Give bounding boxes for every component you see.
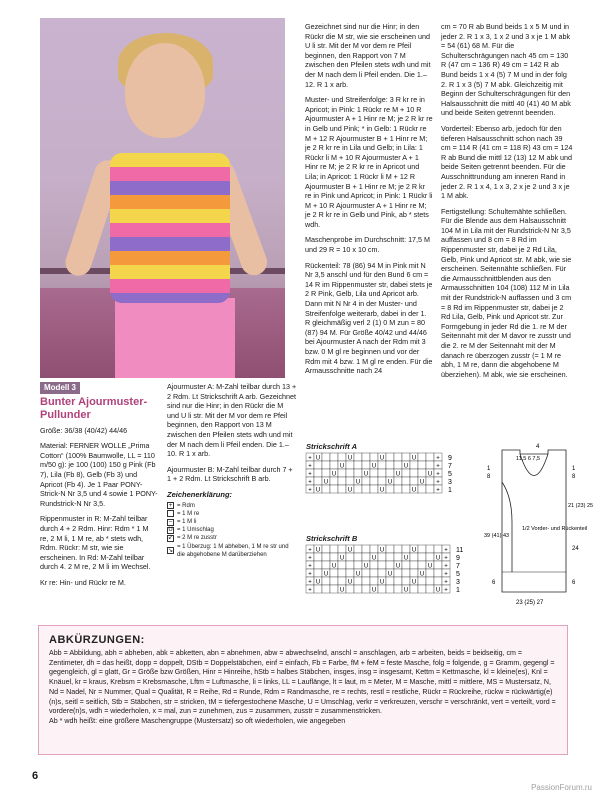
grid-rdm-mark: + bbox=[436, 463, 440, 470]
schema-top-left2: 8 bbox=[487, 474, 491, 480]
grid-cell bbox=[426, 461, 434, 469]
grid-symbol: U bbox=[355, 479, 361, 486]
grid-cell bbox=[418, 485, 426, 493]
grid-cell bbox=[346, 461, 354, 469]
grid-cell bbox=[338, 469, 346, 477]
grid-cell bbox=[354, 469, 362, 477]
grid-symbol: U bbox=[371, 463, 377, 470]
grid-cell bbox=[330, 545, 338, 553]
grid-cell bbox=[354, 561, 362, 569]
grid-symbol: U bbox=[403, 463, 409, 470]
grid-cell bbox=[410, 569, 418, 577]
strickschrift-b bbox=[306, 532, 476, 622]
grid-symbol: U bbox=[419, 571, 425, 578]
column-3 bbox=[305, 22, 433, 382]
legend-symbol bbox=[167, 510, 174, 517]
schema-side: 24 bbox=[572, 546, 579, 552]
grid-cell bbox=[338, 477, 346, 485]
grid-cell bbox=[346, 569, 354, 577]
grid-cell bbox=[362, 453, 370, 461]
grid-symbol: U bbox=[315, 455, 321, 462]
grid-rdm-mark: + bbox=[444, 579, 448, 586]
grid-rdm-mark: + bbox=[308, 487, 312, 494]
legend-item bbox=[167, 543, 297, 559]
grid-cell bbox=[314, 553, 322, 561]
grid-cell bbox=[338, 561, 346, 569]
grid-cell bbox=[346, 561, 354, 569]
schema-bottom-left: 6 bbox=[492, 580, 496, 586]
grid-cell bbox=[402, 469, 410, 477]
abbreviations-box bbox=[38, 625, 568, 755]
grid-cell bbox=[426, 577, 434, 585]
legend-symbol: + bbox=[168, 502, 173, 509]
grid-symbol: U bbox=[331, 563, 337, 570]
grid-row-label: 9 bbox=[448, 455, 452, 462]
grid-symbol: U bbox=[387, 479, 393, 486]
grid-symbol: U bbox=[411, 579, 417, 586]
grid-cell bbox=[418, 469, 426, 477]
grid-cell bbox=[418, 561, 426, 569]
grid-cell bbox=[386, 577, 394, 585]
strickschrift-b-title: Strickschrift B bbox=[306, 534, 358, 543]
grid-cell bbox=[418, 461, 426, 469]
grid-cell bbox=[386, 561, 394, 569]
grid-cell bbox=[314, 561, 322, 569]
schema-label: 1/2 Vorder- und Rückenteil bbox=[522, 526, 588, 532]
grid-cell bbox=[402, 569, 410, 577]
grid-cell bbox=[426, 545, 434, 553]
legend-symbol: ↙ bbox=[167, 535, 174, 542]
grid-rdm-mark: + bbox=[444, 547, 448, 554]
legend-symbol: ↘ bbox=[167, 547, 174, 554]
grid-cell bbox=[346, 553, 354, 561]
grid-cell bbox=[330, 461, 338, 469]
grid-cell bbox=[322, 545, 330, 553]
grid-cell bbox=[386, 553, 394, 561]
grid-cell bbox=[386, 469, 394, 477]
abbreviations-title: ABKÜRZUNGEN: bbox=[49, 634, 145, 646]
grid-cell bbox=[354, 545, 362, 553]
grid-cell bbox=[426, 553, 434, 561]
legend-title: Zeichenerklärung: bbox=[167, 489, 233, 499]
grid-cell bbox=[362, 485, 370, 493]
grid-symbol: U bbox=[371, 587, 377, 594]
grid-cell bbox=[362, 585, 370, 593]
column-2 bbox=[167, 382, 297, 559]
grid-symbol: U bbox=[387, 571, 393, 578]
grid-symbol: U bbox=[347, 455, 353, 462]
grid-cell bbox=[394, 453, 402, 461]
legend-item bbox=[167, 518, 297, 526]
grid-cell bbox=[418, 585, 426, 593]
grid-rdm-mark: + bbox=[308, 463, 312, 470]
grid-cell bbox=[426, 585, 434, 593]
grid-cell bbox=[322, 561, 330, 569]
grid-symbol: U bbox=[379, 547, 385, 554]
schema-bottom-right: 6 bbox=[572, 580, 576, 586]
grid-cell bbox=[322, 577, 330, 585]
col3-intro: Gezeichnet sind nur die Hinr; in den Rückr die M str, wie sie erscheinen und U li str. Mit der M vor dem re Pfeil beginnen, den Rapport von 7 M zwischen den Pfeilen stets wdh und mit der M nach dem li Pfeil enden. Die 1.–12. R 1 x arb. bbox=[305, 22, 431, 89]
grid-cell bbox=[354, 577, 362, 585]
grid-cell bbox=[386, 545, 394, 553]
grid-cell bbox=[362, 461, 370, 469]
schema-top-right: 1 bbox=[572, 466, 576, 472]
model-tag: Modell 3 bbox=[40, 382, 80, 394]
grid-cell bbox=[410, 561, 418, 569]
grid-symbol: U bbox=[315, 579, 321, 586]
grid-row-label: 7 bbox=[448, 463, 452, 470]
grid-cell bbox=[314, 585, 322, 593]
grid-symbol: U bbox=[411, 547, 417, 554]
grid-rdm-mark: + bbox=[436, 455, 440, 462]
grid-symbol: U bbox=[323, 571, 329, 578]
maschenprobe: Maschenprobe im Durchschnitt: 17,5 M und 29 R = 10 x 10 cm. bbox=[305, 235, 431, 255]
grid-cell bbox=[338, 453, 346, 461]
grid-cell bbox=[346, 469, 354, 477]
grid-cell bbox=[410, 553, 418, 561]
legend-label: = Rdm bbox=[177, 502, 195, 509]
grid-cell bbox=[338, 485, 346, 493]
schnittschema bbox=[484, 442, 594, 612]
grid-rdm-mark: + bbox=[308, 455, 312, 462]
grid-cell bbox=[370, 485, 378, 493]
grid-cell bbox=[434, 577, 442, 585]
grid-cell bbox=[330, 453, 338, 461]
grid-cell bbox=[434, 545, 442, 553]
grid-cell bbox=[314, 569, 322, 577]
grid-cell bbox=[418, 553, 426, 561]
grid-symbol: U bbox=[395, 563, 401, 570]
legend-item bbox=[167, 502, 297, 510]
grid-cell bbox=[370, 561, 378, 569]
grid-cell bbox=[330, 585, 338, 593]
grid-row-label: 11 bbox=[456, 547, 464, 554]
column-1 bbox=[40, 382, 158, 594]
fertigstellung: Fertigstellung: Schultemähte schließen. Für die Blende aus dem Halsausschnitt 104 M in Lila mit der Rundstrick-N Nr 3,5 auffassen und 8 cm = 8 Rd im Rippenmuster str, dabei je 2 Rd Lila, Gelb, Pink und Apricot str. M abk, wie sie erscheinen. Seitennähte schließen. Für die Armausschnittblenden aus den Armausschnitten 104 (108) 112 M in Lila mit der Rundstrick-N auffassen und 3 cm = 8 Rd im Rippenmuster str, dabei je 2 Rd Lila, Gelb, Pink und Apricot str. Zur Formgebung in jeder Rd die 1. re M der Seitennaht mit der M davor re zusstr und die 2. re M der Seitennaht mit der M danach re überzogen zusstr (= 1 M re abh, 1 M re, dann die abgehobene M überziehen). M abk, wie sie erscheinen. bbox=[441, 206, 572, 379]
vorderteil: Vorderteil: Ebenso arb, jedoch für den tieferen Halsausschnitt schon nach 39 cm = 114 R (41 cm = 118 R) 43 cm = 124 R ab Bund die mittl 12 (13) 12 M abk und beide Seiten getrennt beenden. Für die Ausschnittrundung am inneren Rand in jeder 2. R 1 x 4, 1 x 3, 2 x je 2 und 3 x je 1 M abk. bbox=[441, 123, 573, 201]
grid-cell bbox=[418, 577, 426, 585]
rueckenteil: Rückenteil: 78 (86) 94 M in Pink mit N Nr 3,5 anschl und für den Bund 6 cm = 14 R im Rippenmuster str, dabei stets je 2 R Pink, Gelb, Lila und Apricot arb. Dann mit N Nr 4 in der Muster- und Streifenfolge weiterarb, dabei in der 1. R gleichmäßig verl 2 (1) 0 M zun = 80 (87) 94 M. Für Größe 40/42 und 44/46 bei Ajourmuster A nach der Rdm mit 3 bzw. 0 M gl re beginnen und vor der Rdm mit 4 bzw. 1 M gl re enden. Für die Armausschnitte nach 24 bbox=[305, 260, 433, 376]
strickschrift-b-grid bbox=[306, 545, 476, 617]
grid-cell bbox=[322, 553, 330, 561]
grid-cell bbox=[338, 545, 346, 553]
grid-symbol: U bbox=[379, 487, 385, 494]
grid-symbol: U bbox=[331, 471, 337, 478]
grid-cell bbox=[402, 453, 410, 461]
grid-cell bbox=[378, 477, 386, 485]
grid-row-label: 9 bbox=[456, 555, 460, 562]
grid-row-label: 3 bbox=[448, 479, 452, 486]
grid-cell bbox=[394, 461, 402, 469]
legend-item bbox=[167, 526, 297, 534]
grid-rdm-mark: + bbox=[308, 471, 312, 478]
grid-cell bbox=[402, 485, 410, 493]
grid-symbol: U bbox=[411, 487, 417, 494]
grid-cell bbox=[378, 569, 386, 577]
grid-cell bbox=[378, 461, 386, 469]
grid-cell bbox=[314, 477, 322, 485]
grid-cell bbox=[402, 477, 410, 485]
kraus: Kr re: Hin- und Rückr re M. bbox=[40, 577, 126, 587]
schema-left-height: 39 (41) 43 bbox=[484, 533, 510, 539]
grid-cell bbox=[394, 553, 402, 561]
grid-cell bbox=[354, 585, 362, 593]
grid-symbol: U bbox=[355, 571, 361, 578]
grid-cell bbox=[410, 469, 418, 477]
grid-row-label: 7 bbox=[456, 563, 460, 570]
grid-rdm-mark: + bbox=[308, 563, 312, 570]
ajourmuster-a: Ajourmuster A: M-Zahl teilbar durch 13 + 2 Rdm. Lt Strickschrift A arb. Gezeichnet sind nur die Hinr; in den Rückr die M und U li str. Mit der M vor dem re Pfeil beginnen, den Rapport von 13 M zwischen den Pfeilen stets wdh und mit der M nach dem li Pfeil enden. Die 1.–10. R 1 x arb. bbox=[167, 382, 297, 459]
grid-cell bbox=[394, 485, 402, 493]
grid-symbol: U bbox=[315, 487, 321, 494]
grid-cell bbox=[322, 461, 330, 469]
grid-cell bbox=[394, 585, 402, 593]
grid-cell bbox=[338, 577, 346, 585]
grid-cell bbox=[386, 453, 394, 461]
grid-cell bbox=[314, 461, 322, 469]
grid-symbol: U bbox=[363, 563, 369, 570]
grid-cell bbox=[426, 569, 434, 577]
legend-label: = 1 Umschlag bbox=[177, 527, 214, 534]
grid-symbol: U bbox=[395, 471, 401, 478]
grid-cell bbox=[386, 485, 394, 493]
grid-row-label: 1 bbox=[448, 487, 452, 494]
grid-symbol: U bbox=[403, 555, 409, 562]
grid-cell bbox=[346, 585, 354, 593]
grid-rdm-mark: + bbox=[444, 563, 448, 570]
grid-rdm-mark: + bbox=[436, 487, 440, 494]
col4-continuation: cm = 70 R ab Bund beids 1 x 5 M und in jeder 2. R 1 x 3, 1 x 2 und 3 x je 1 M abk = 54 (61) 68 M. Für die Schulterschrägungen nach 45 cm = 130 R (47 cm = 136 R) 49 cm = 142 R ab Bund beids 1 x 4 (5) 7 M und in der folg 2. R 1 x 3 (5) 7 M abk. Gleichzeitig mit Beginn der Schulterschrägungen für den Halsausschnitt die mittl 40 (41) 40 M abk und beide Seiten getrennt beenden. bbox=[441, 22, 571, 118]
grid-cell bbox=[402, 545, 410, 553]
grid-cell bbox=[314, 469, 322, 477]
grid-symbol: U bbox=[347, 487, 353, 494]
grid-symbol: U bbox=[347, 579, 353, 586]
grid-rdm-mark: + bbox=[308, 479, 312, 486]
grid-cell bbox=[402, 561, 410, 569]
grid-symbol: U bbox=[379, 455, 385, 462]
model-photo bbox=[40, 18, 285, 378]
legend-label: = 2 M re zusstr bbox=[177, 535, 217, 542]
grid-symbol: U bbox=[427, 563, 433, 570]
grid-cell bbox=[434, 561, 442, 569]
grid-cell bbox=[362, 545, 370, 553]
grid-rdm-mark: + bbox=[308, 571, 312, 578]
groesse: Größe: 36/38 (40/42) 44/46 bbox=[40, 425, 128, 435]
grid-row-label: 3 bbox=[456, 579, 460, 586]
ajourmuster-b: Ajourmuster B: M-Zahl teilbar durch 7 + 1 + 2 Rdm. Lt Strickschrift B arb. bbox=[167, 464, 293, 484]
grid-cell bbox=[434, 569, 442, 577]
grid-cell bbox=[386, 585, 394, 593]
grid-cell bbox=[330, 485, 338, 493]
model-title: Bunter Ajourmuster-Pullunder bbox=[40, 395, 148, 421]
grid-cell bbox=[322, 485, 330, 493]
schema-right-height: 21 (23) 25 bbox=[568, 503, 594, 509]
grid-rdm-mark: + bbox=[308, 579, 312, 586]
grid-cell bbox=[362, 577, 370, 585]
grid-cell bbox=[410, 461, 418, 469]
grid-symbol: U bbox=[323, 479, 329, 486]
grid-symbol: U bbox=[427, 471, 433, 478]
grid-cell bbox=[362, 477, 370, 485]
grid-cell bbox=[394, 577, 402, 585]
abbreviations-note: Ab * wdh heißt: eine größere Maschengruppe (Mustersatz) so oft wiederholen, wie angegeben bbox=[49, 716, 346, 725]
legend-item bbox=[167, 534, 297, 542]
grid-symbol: U bbox=[403, 587, 409, 594]
grid-rdm-mark: + bbox=[436, 471, 440, 478]
streifenfolge: Muster- und Streifenfolge: 3 R kr re in Apricot; in Pink: 1 Rückr re M + 10 R Ajourmuster A + 1 Hinr re M; je 2 R kr re in Gelb und Pink; * in Gelb: 1 Rückr re M + 12 R Ajourmuster B + 1 Hinr re M; je 2 R kr re in Lila und Gelb; in Lila: 1 Rückr li M + 10 R Ajourmuster A + 1 Hinr re M; je 2 R kr re in Apricot und Lila; in Apricot: 1 Rückr li M + 12 R Ajourmuster B + 1 Hinr re M; je 2 R kr re in Pink und Apricot; in Pink: 1 Rückr li M + 10 R Ajourmuster A + 1 Hinr re M; je 2 R kr re in Gelb und Pink, ab * stets wdh. bbox=[305, 95, 433, 229]
grid-cell bbox=[370, 477, 378, 485]
grid-symbol: U bbox=[379, 579, 385, 586]
legend-list bbox=[167, 502, 297, 559]
legend-symbol: – bbox=[168, 518, 173, 525]
grid-rdm-mark: + bbox=[436, 479, 440, 486]
grid-symbol: U bbox=[339, 555, 345, 562]
schema-top-left: 1 bbox=[487, 466, 491, 472]
grid-cell bbox=[338, 569, 346, 577]
column-4 bbox=[441, 22, 573, 385]
grid-cell bbox=[354, 453, 362, 461]
grid-row-label: 5 bbox=[456, 571, 460, 578]
watermark: PassionForum.ru bbox=[531, 783, 592, 792]
abbreviations-text: Abb = Abbildung, abh = abheben, abk = abketten, abn = abnehmen, abw = abwechselnd, anschl = anschlagen, arb = arbeiten, beids = beidseitig, cm = Zentimeter, dh = das heißt, dopp = doppelt, DStb = Doppelstäbchen, einf = einfach, Fb = Farbe, fM + feM = feste Masche, folg = folgende, g = Gramm, gegengl = gegengleich, gl = glatt, Gr = Größe bzw Größen, Hinr = Hinreihe, hStb = halbes Stäbchen, insges, insg = insgesamt, Kettm = Kettmasche, kl = kleine(es), Knl = Knäuel, kr = kraus, Krebsm = Krebsmasche, Lftm = Luftmasche, li = links, LL = Lauflänge, lt = laut, m = Meter, M = Masche, mittl = mittlere, MS = Mustersatz, N, Nd = Nadel, Nr = Nummer, Qual = Qualität, R = Reihe, Rd = Runde, Rdm = Randmasche, re = rechts, restl = restliche, Rückr = Rückreihe, rückw = rückwärtig(e)(n)s, seitl = seitlich, Stb = Stäbchen, str = stricken, tM = tiefergestochene Masche, U = Umschlag, verkr = verkreuzen, verschr = verschränkt, vert = verteilt, vord = vordere(n)s, wdh = wiederholen, x = mal, zun = zunehmen, zus = zusammen, zusstr = zusammenstricken. bbox=[49, 649, 556, 716]
legend-label: = 1 M li bbox=[177, 518, 197, 525]
grid-cell bbox=[402, 577, 410, 585]
grid-rdm-mark: + bbox=[444, 571, 448, 578]
grid-symbol: U bbox=[435, 587, 441, 594]
grid-row-label: 5 bbox=[448, 471, 452, 478]
grid-rdm-mark: + bbox=[444, 555, 448, 562]
strickschrift-a bbox=[306, 440, 456, 518]
grid-cell bbox=[370, 577, 378, 585]
grid-cell bbox=[394, 477, 402, 485]
grid-cell bbox=[370, 453, 378, 461]
legend-label: = 1 M re bbox=[177, 510, 200, 517]
grid-rdm-mark: + bbox=[308, 555, 312, 562]
grid-cell bbox=[330, 477, 338, 485]
grid-cell bbox=[410, 585, 418, 593]
grid-rdm-mark: + bbox=[308, 587, 312, 594]
grid-cell bbox=[378, 553, 386, 561]
schema-top-right2: 8 bbox=[572, 474, 576, 480]
schema-bottom-width: 23 (25) 27 bbox=[516, 600, 544, 606]
grid-symbol: U bbox=[315, 547, 321, 554]
grid-symbol: U bbox=[419, 479, 425, 486]
schema-widths: 11,5 6 7,5 bbox=[516, 456, 541, 462]
grid-cell bbox=[322, 453, 330, 461]
grid-cell bbox=[362, 569, 370, 577]
grid-symbol: U bbox=[339, 463, 345, 470]
grid-cell bbox=[418, 545, 426, 553]
legend-symbol: U bbox=[168, 527, 173, 534]
grid-row-label: 1 bbox=[456, 587, 460, 594]
grid-rdm-mark: + bbox=[308, 547, 312, 554]
grid-cell bbox=[370, 545, 378, 553]
grid-cell bbox=[330, 569, 338, 577]
grid-cell bbox=[386, 461, 394, 469]
grid-cell bbox=[378, 469, 386, 477]
schema-shoulder: 4 bbox=[536, 444, 540, 450]
grid-cell bbox=[354, 485, 362, 493]
grid-cell bbox=[394, 545, 402, 553]
strickschrift-a-title: Strickschrift A bbox=[306, 442, 357, 451]
grid-cell bbox=[370, 569, 378, 577]
grid-cell bbox=[394, 569, 402, 577]
grid-cell bbox=[322, 585, 330, 593]
page-number: 6 bbox=[32, 770, 39, 782]
grid-symbol: U bbox=[363, 471, 369, 478]
strickschrift-a-grid bbox=[306, 453, 456, 513]
grid-cell bbox=[354, 553, 362, 561]
grid-cell bbox=[378, 585, 386, 593]
rippenmuster: Rippenmuster in R: M-Zahl teilbar durch 4 + 2 Rdm. Hinr: Rdm * 1 M re, 2 M li, 1 M re, ab * stets wdh, Rdm. Rückr: M str, wie sie erscheinen. In Rd: M-Zahl teilbar durch 4. 2 M re, 2 M li im Wechsel. bbox=[40, 514, 151, 572]
grid-symbol: U bbox=[435, 555, 441, 562]
grid-cell bbox=[426, 477, 434, 485]
material: Material: FERNER WOLLE „Prima Cotton“ (100% Baumwolle, LL = 110 m/50 g): je 100 (100) 150 g Pink (Fb 7), Lila (Fb 8), Gelb (Fb 3) und Apricot (Fb 4). Je 1 Paar PONY-Strick-N Nr 3,5 und 4 sowie 1 PONY-Rundstrick-N Nr 3,5. bbox=[40, 441, 158, 508]
grid-cell bbox=[330, 553, 338, 561]
legend-item bbox=[167, 510, 297, 518]
grid-cell bbox=[362, 553, 370, 561]
grid-symbol: U bbox=[371, 555, 377, 562]
legend-label: = 1 Überzug: 1 M abheben, 1 M re str und die abgehobene M darüberziehen bbox=[177, 543, 289, 558]
grid-symbol: U bbox=[347, 547, 353, 554]
grid-cell bbox=[426, 485, 434, 493]
grid-cell bbox=[346, 477, 354, 485]
grid-cell bbox=[378, 561, 386, 569]
grid-rdm-mark: + bbox=[444, 587, 448, 594]
grid-cell bbox=[410, 477, 418, 485]
grid-symbol: U bbox=[339, 587, 345, 594]
grid-symbol: U bbox=[411, 455, 417, 462]
grid-cell bbox=[418, 453, 426, 461]
grid-cell bbox=[370, 469, 378, 477]
grid-cell bbox=[322, 469, 330, 477]
grid-cell bbox=[354, 461, 362, 469]
grid-cell bbox=[426, 453, 434, 461]
grid-cell bbox=[330, 577, 338, 585]
